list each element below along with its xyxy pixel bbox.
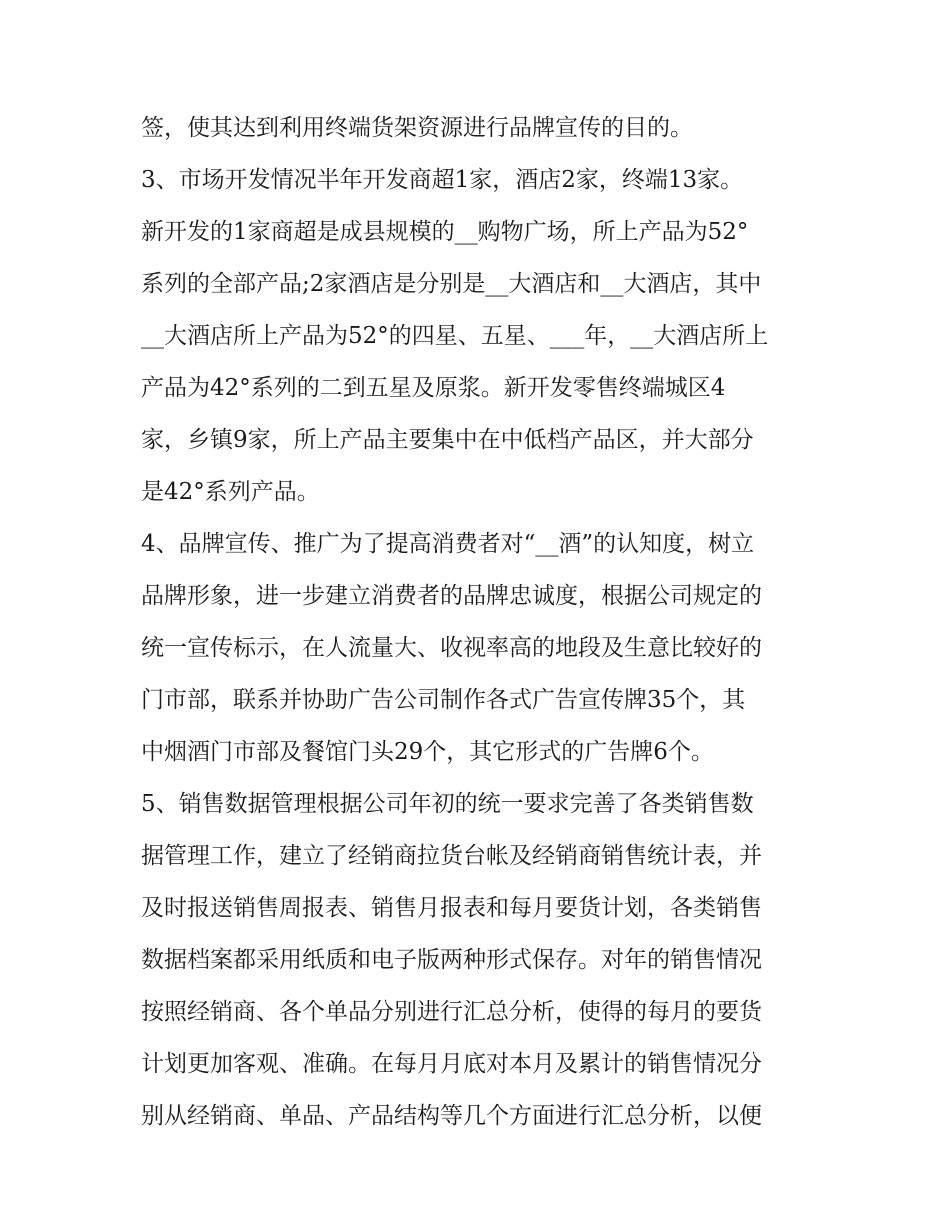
document-body [141, 106, 821, 1146]
text-line: 新开发的1家商超是成县规模的__购物广场，所上产品为52° [141, 219, 749, 245]
text-line: 是42°系列产品。 [141, 479, 320, 505]
text-line: 别从经销商、单品、产品结构等几个方面进行汇总分析，以便 [141, 1103, 762, 1129]
text-line: 签，使其达到利用终端货架资源进行品牌宣传的目的。 [141, 115, 693, 141]
text-line: 家，乡镇9家，所上产品主要集中在中低档产品区，并大部分 [141, 427, 754, 453]
text-line: 按照经销商、各个单品分别进行汇总分析，使得的每月的要货 [141, 999, 762, 1025]
text-line: 5、销售数据管理根据公司年初的统一要求完善了各类销售数 [141, 791, 754, 817]
text-line: 及时报送销售周报表、销售月报表和每月要货计划，各类销售 [141, 895, 762, 921]
text-line: 中烟酒门市部及餐馆门头29个，其它形式的广告牌6个。 [141, 739, 714, 765]
text-line: 产品为42°系列的二到五星及原浆。新开发零售终端城区4 [141, 375, 726, 401]
text-line: 3、市场开发情况半年开发商超1家，酒店2家，终端13家。 [141, 167, 744, 193]
text-line: 据管理工作，建立了经销商拉货台帐及经销商销售统计表，并 [141, 843, 762, 869]
text-line: 品牌形象，进一步建立消费者的品牌忠诚度，根据公司规定的 [141, 583, 762, 609]
text-line: 系列的全部产品;2家酒店是分别是__大酒店和__大酒店，其中 [141, 271, 762, 297]
text-line: 数据档案都采用纸质和电子版两种形式保存。对年的销售情况 [141, 947, 762, 973]
text-line: 门市部，联系并协助广告公司制作各式广告宣传牌35个，其 [141, 687, 746, 713]
text-line: 4、品牌宣传、推广为了提高消费者对“__酒”的认知度，树立 [141, 531, 755, 557]
text-line: 计划更加客观、准确。在每月月底对本月及累计的销售情况分 [141, 1051, 762, 1077]
text-line: 统一宣传标示，在人流量大、收视率高的地段及生意比较好的 [141, 635, 762, 661]
text-line: __大酒店所上产品为52°的四星、五星、___年，__大酒店所上 [141, 323, 769, 349]
